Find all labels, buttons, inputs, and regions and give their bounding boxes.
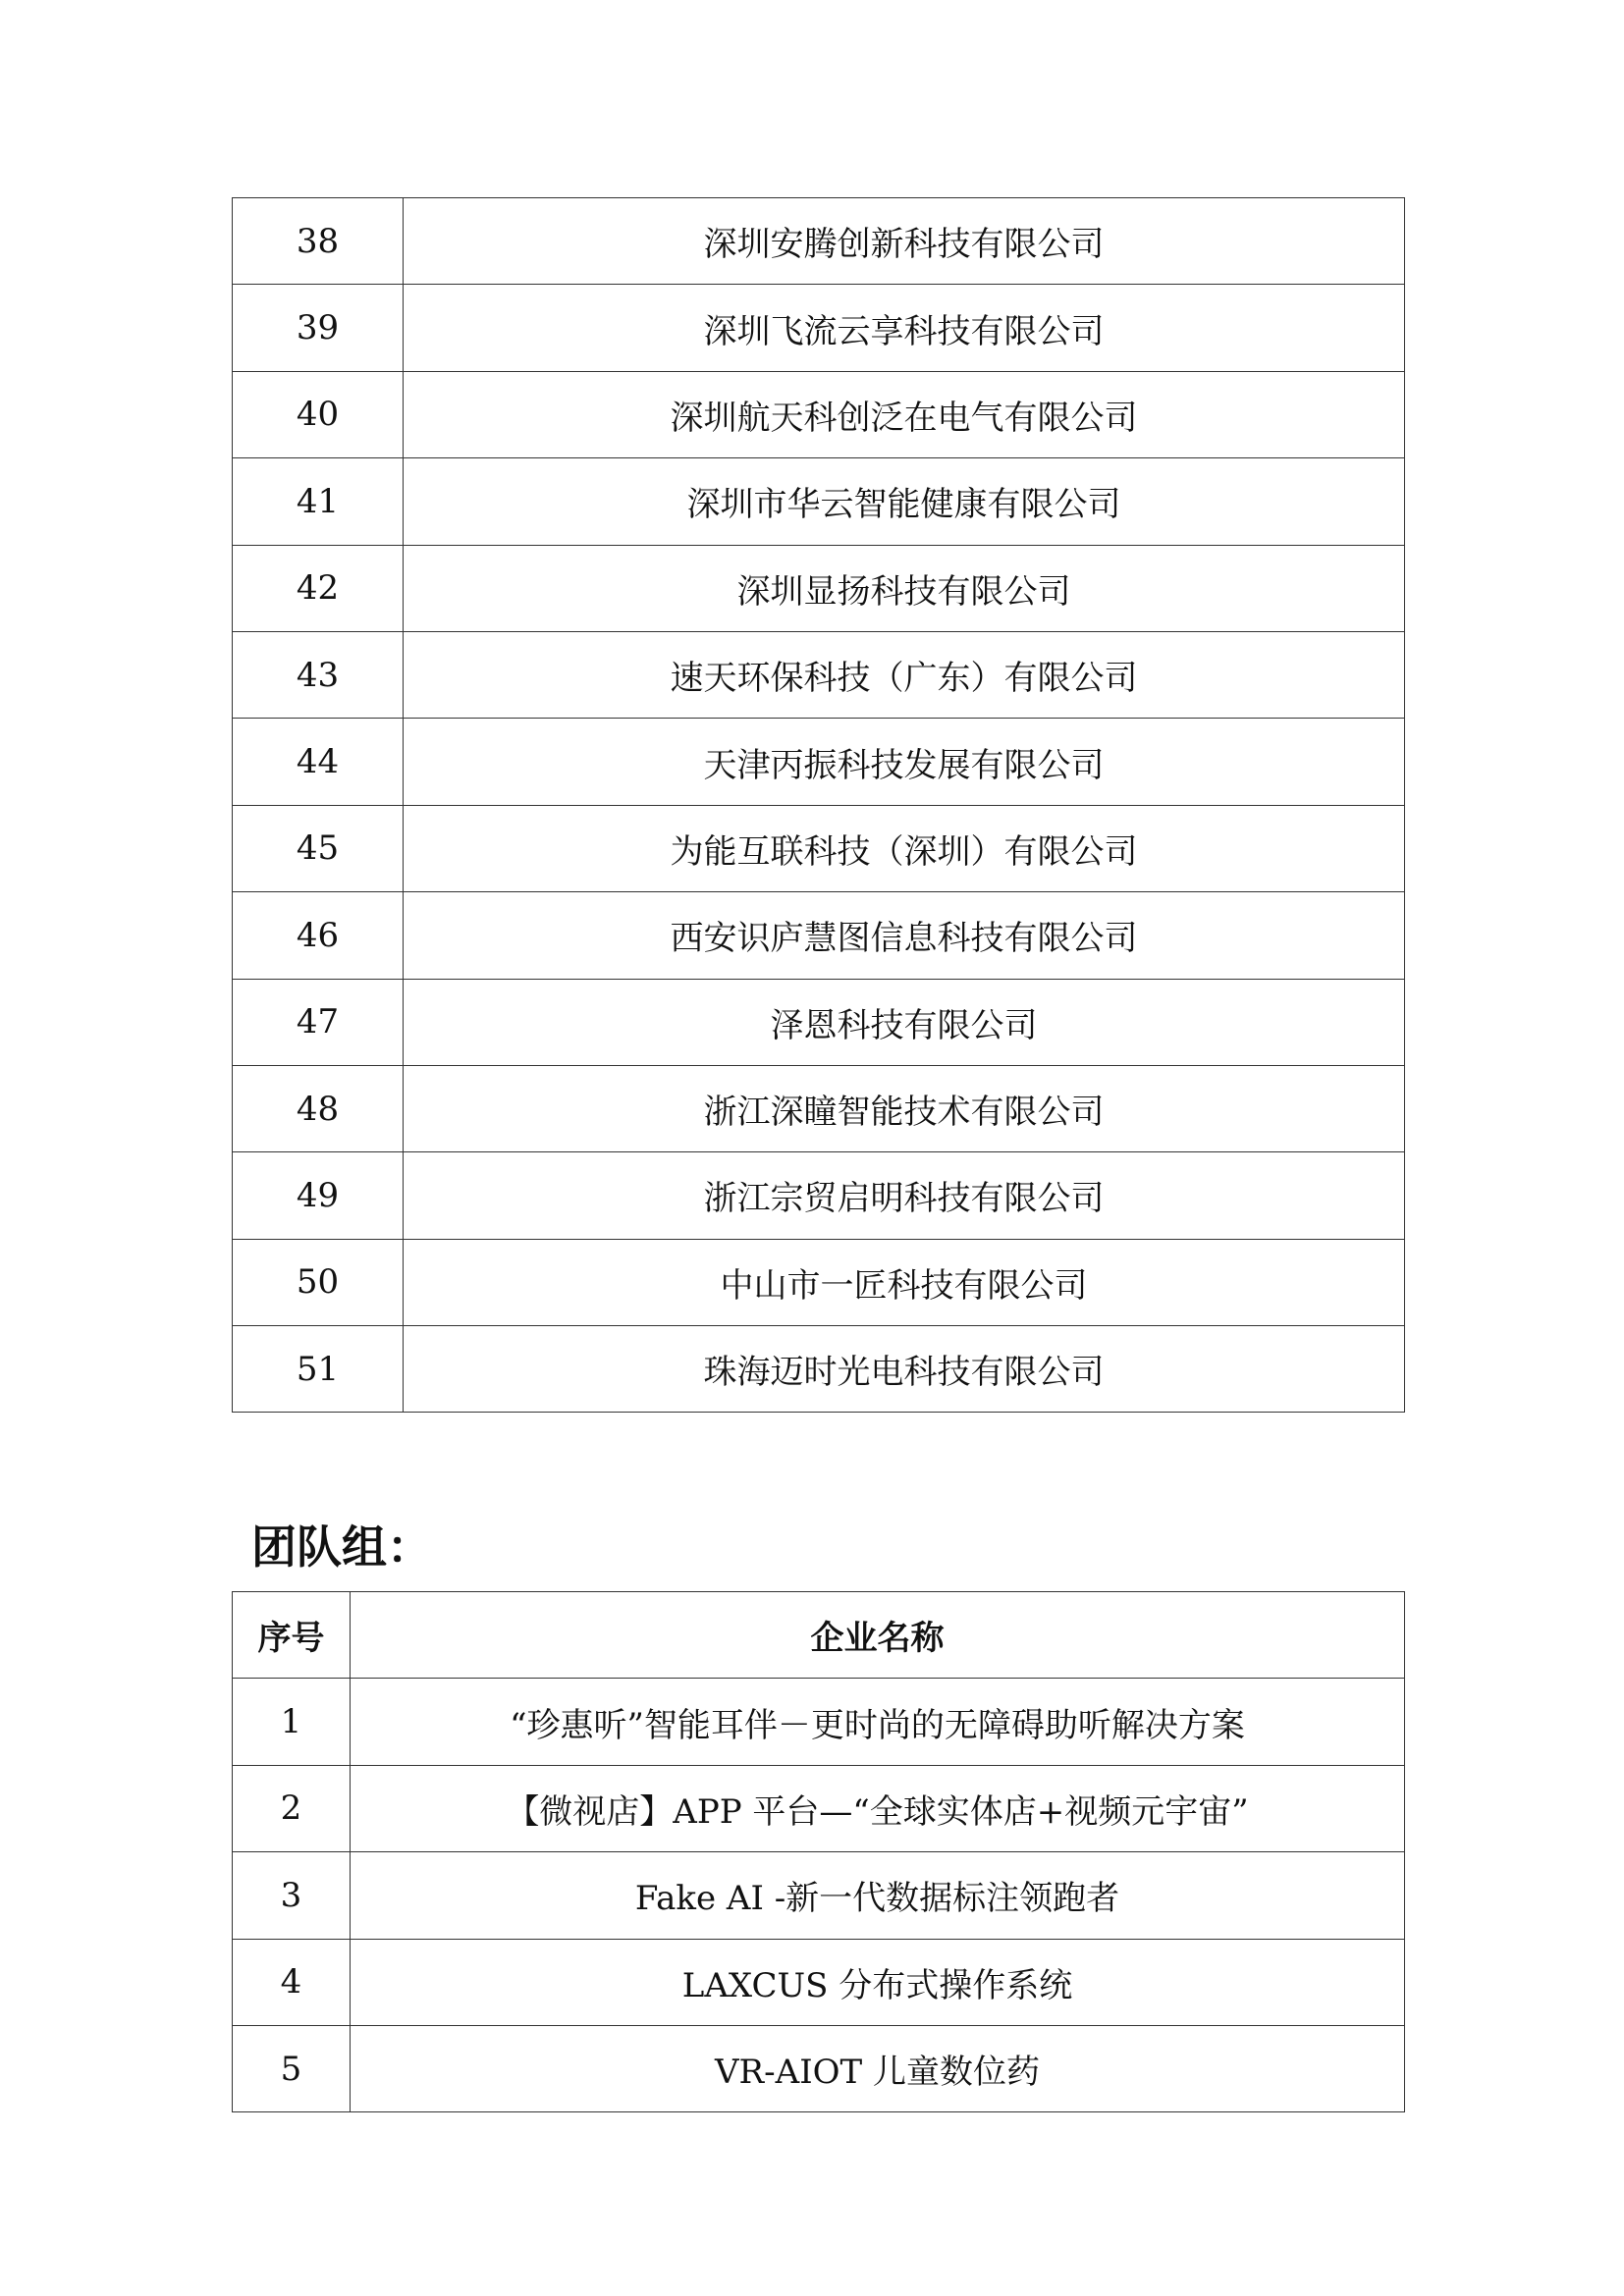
table-row xyxy=(233,285,1405,371)
company-name: 速天环保科技（广东）有限公司 xyxy=(404,631,1405,718)
row-number: 1 xyxy=(233,1679,351,1765)
team-table xyxy=(232,1591,1405,2112)
team-name: VR-AIOT 儿童数位药 xyxy=(351,2025,1405,2111)
table-row xyxy=(233,805,1405,891)
team-name: Fake AI -新一代数据标注领跑者 xyxy=(351,1852,1405,1939)
company-table xyxy=(232,197,1405,1413)
row-number: 43 xyxy=(233,631,404,718)
table-row xyxy=(233,1852,1405,1939)
header-number: 序号 xyxy=(233,1592,351,1679)
row-number: 51 xyxy=(233,1326,404,1413)
table-row xyxy=(233,1065,1405,1151)
company-name: 浙江宗贸启明科技有限公司 xyxy=(404,1152,1405,1239)
row-number: 4 xyxy=(233,1939,351,2025)
row-number: 50 xyxy=(233,1239,404,1325)
team-section-heading: 团队组： xyxy=(251,1521,432,1574)
row-number: 46 xyxy=(233,892,404,979)
team-name: 【微视店】APP 平台—“全球实体店+视频元宇宙” xyxy=(351,1765,1405,1851)
table-row xyxy=(233,1326,1405,1413)
company-name: 泽恩科技有限公司 xyxy=(404,979,1405,1065)
company-name: 西安识庐慧图信息科技有限公司 xyxy=(404,892,1405,979)
company-name: 天津丙振科技发展有限公司 xyxy=(404,719,1405,805)
table-row xyxy=(233,1239,1405,1325)
table-row xyxy=(233,458,1405,545)
table-row xyxy=(233,371,1405,457)
company-name: 深圳显扬科技有限公司 xyxy=(404,545,1405,631)
row-number: 49 xyxy=(233,1152,404,1239)
row-number: 38 xyxy=(233,198,404,285)
header-company-name: 企业名称 xyxy=(351,1592,1405,1679)
row-number: 40 xyxy=(233,371,404,457)
table-row xyxy=(233,198,1405,285)
row-number: 48 xyxy=(233,1065,404,1151)
table-row xyxy=(233,1679,1405,1765)
table-row xyxy=(233,719,1405,805)
company-name: 深圳飞流云享科技有限公司 xyxy=(404,285,1405,371)
table-row xyxy=(233,892,1405,979)
table-row xyxy=(233,545,1405,631)
table-header-row xyxy=(233,1592,1405,1679)
row-number: 44 xyxy=(233,719,404,805)
row-number: 5 xyxy=(233,2025,351,2111)
table-row xyxy=(233,1939,1405,2025)
table-row xyxy=(233,1765,1405,1851)
table-row xyxy=(233,631,1405,718)
table-row xyxy=(233,1152,1405,1239)
row-number: 3 xyxy=(233,1852,351,1939)
company-name: 中山市一匠科技有限公司 xyxy=(404,1239,1405,1325)
row-number: 2 xyxy=(233,1765,351,1851)
company-name: 浙江深瞳智能技术有限公司 xyxy=(404,1065,1405,1151)
team-name: LAXCUS 分布式操作系统 xyxy=(351,1939,1405,2025)
table-row xyxy=(233,979,1405,1065)
row-number: 47 xyxy=(233,979,404,1065)
team-name: “珍惠听”智能耳伴－更时尚的无障碍助听解决方案 xyxy=(351,1679,1405,1765)
row-number: 39 xyxy=(233,285,404,371)
company-name: 深圳航天科创泛在电气有限公司 xyxy=(404,371,1405,457)
row-number: 42 xyxy=(233,545,404,631)
company-name: 为能互联科技（深圳）有限公司 xyxy=(404,805,1405,891)
row-number: 41 xyxy=(233,458,404,545)
company-name: 深圳市华云智能健康有限公司 xyxy=(404,458,1405,545)
company-name: 珠海迈时光电科技有限公司 xyxy=(404,1326,1405,1413)
company-name: 深圳安腾创新科技有限公司 xyxy=(404,198,1405,285)
table-row xyxy=(233,2025,1405,2111)
row-number: 45 xyxy=(233,805,404,891)
